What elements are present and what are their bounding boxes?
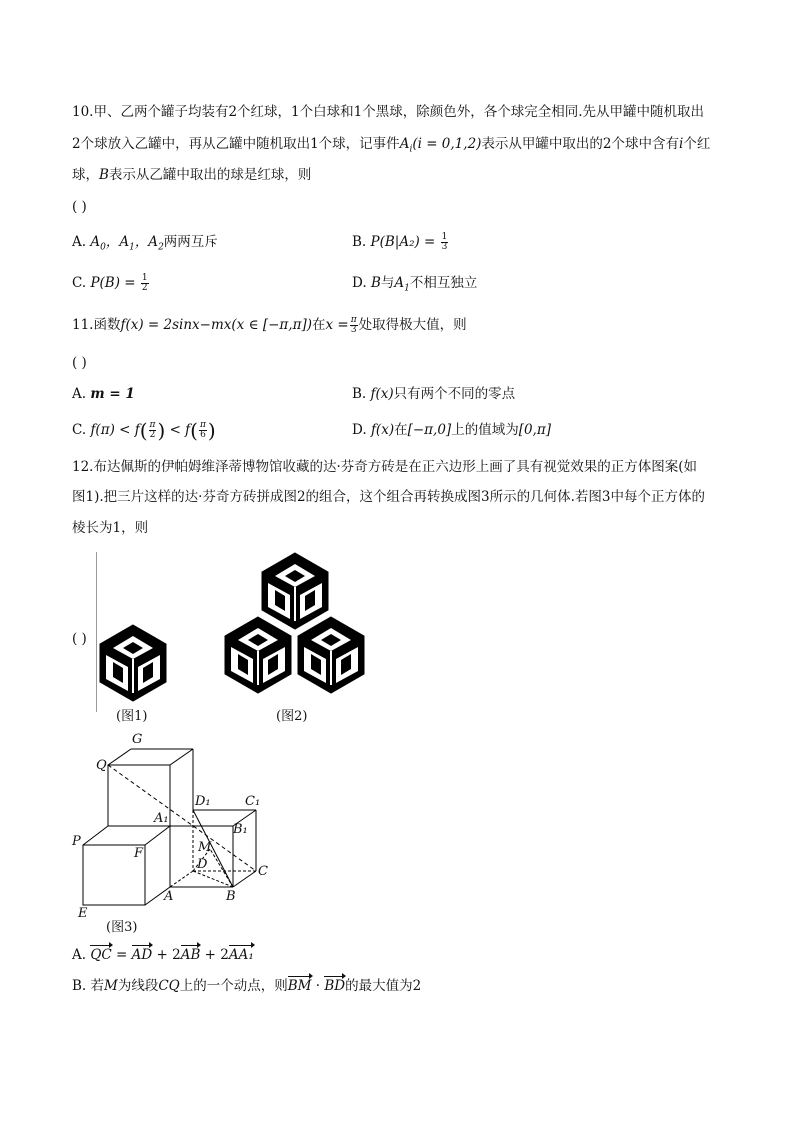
q12-option-b bbox=[72, 977, 421, 995]
option-text: 与 bbox=[380, 275, 395, 291]
vector-qc: QC bbox=[90, 947, 112, 963]
q10-answer-paren: ( ) bbox=[72, 199, 87, 215]
equals: = bbox=[111, 947, 132, 963]
option-text: 两两互斥 bbox=[163, 234, 218, 250]
event-B: B bbox=[99, 167, 109, 183]
label-E: E bbox=[78, 906, 88, 921]
option-label: A. bbox=[72, 234, 87, 250]
label-Q: Q bbox=[96, 758, 107, 773]
vector-ab: AB bbox=[180, 947, 201, 963]
point-M: M bbox=[104, 978, 118, 994]
q12-line-2: 图1).把三片这样的达·芬奇方砖拼成图2的组合，这个组合再转换成图3所示的几何体.若图3中每个正方体的 bbox=[72, 489, 705, 505]
label-D1: D₁ bbox=[195, 794, 211, 809]
q11-text: 在 bbox=[312, 317, 326, 333]
q10-line-1: 10.甲、乙两个罐子均装有2个红球，1个白球和1个黑球，除颜色外，各个球完全相同.先从甲罐中随机取出 bbox=[72, 104, 705, 120]
option-expr: < f bbox=[165, 422, 191, 438]
label-C1: C₁ bbox=[245, 794, 261, 809]
vector-bd: BD bbox=[324, 978, 346, 994]
events-list: $A_0$，$A_1$，$A_2$ bbox=[90, 234, 164, 253]
option-text: 不相互独立 bbox=[409, 275, 478, 291]
q11-answer-paren: ( ) bbox=[72, 355, 87, 371]
option-label: B. bbox=[352, 234, 367, 250]
event-cond: (i = 0,1,2) bbox=[412, 136, 482, 152]
vector-aa1: AA₁ bbox=[228, 947, 254, 963]
option-text: 为线段 bbox=[117, 978, 159, 994]
option-text: 上的一个动点，则 bbox=[179, 978, 288, 994]
fig2-caption: (图2) bbox=[276, 709, 308, 724]
segment-cq: CQ bbox=[158, 978, 180, 994]
option-label: A. bbox=[72, 947, 87, 963]
label-P: P bbox=[72, 834, 81, 849]
option-expr: f(π) < f bbox=[90, 422, 140, 438]
var-i: i bbox=[679, 136, 684, 152]
label-C: C bbox=[258, 864, 268, 879]
fraction: $\frac{\pi}{2}$ bbox=[149, 420, 156, 440]
event-A1: $A_1$ bbox=[394, 275, 410, 294]
label-M: M bbox=[198, 840, 212, 855]
option-expr: P(B|A₂) = bbox=[370, 234, 436, 250]
label-A1: A₁ bbox=[154, 811, 169, 826]
vector-bm: BM bbox=[287, 978, 312, 994]
event-B: B bbox=[370, 275, 381, 291]
option-label: A. bbox=[72, 386, 87, 402]
option-text: 上的值域为 bbox=[451, 422, 519, 438]
q10-text-e: 表示从乙罐中取出的球是红球，则 bbox=[108, 167, 312, 183]
fraction: $\frac{\pi}{3}$ bbox=[350, 315, 357, 335]
event-A: A bbox=[399, 136, 410, 152]
q10-text: 2个球放入乙罐中，再从乙罐中随机取出1个球，记事件 bbox=[72, 136, 400, 152]
option-label: C. bbox=[72, 422, 87, 438]
option-text: 在 bbox=[394, 422, 408, 438]
q10-text-c: 个红 bbox=[683, 136, 711, 152]
option-text: 的最大值为2 bbox=[345, 978, 422, 994]
q12-answer-paren: ( ) bbox=[72, 631, 87, 647]
q10-text-b: 表示从甲罐中取出的2个球中含有 bbox=[481, 136, 680, 152]
label-D: D bbox=[197, 857, 208, 872]
q12-option-a bbox=[72, 946, 254, 964]
q11-option-c: C. f(π) < f( $\frac{\pi}{2}$ ) < f( $\frac{\pi}{6}$ ) bbox=[72, 418, 216, 443]
q10-text-d: 球， bbox=[72, 167, 99, 183]
function-expr: f(x) = 2sinx−mx(x ∈ [−π,π]) bbox=[120, 317, 312, 333]
option-label: C. bbox=[72, 275, 87, 291]
option-label: B. bbox=[72, 978, 87, 994]
label-B1: B₁ bbox=[233, 822, 248, 837]
q12-line-3: 棱长为1，则 bbox=[72, 520, 149, 536]
q12-line-1: 12.布达佩斯的伊帕姆维泽蒂博物馆收藏的达·芬奇方砖是在正六边形上画了具有视觉效果的正方体图案(如 bbox=[72, 459, 698, 475]
fraction: $\frac{1}{3}$ bbox=[441, 232, 448, 252]
option-expr: f(x) bbox=[370, 386, 394, 402]
label-F: F bbox=[134, 846, 144, 861]
plus: + 2 bbox=[200, 947, 229, 963]
label-G: G bbox=[132, 732, 143, 747]
fraction: $\frac{\pi}{6}$ bbox=[199, 420, 206, 440]
x-eq: x = bbox=[325, 317, 349, 333]
option-text: 只有两个不同的零点 bbox=[393, 386, 516, 402]
vector-ad: AD bbox=[131, 947, 153, 963]
fig1-caption: (图1) bbox=[116, 709, 148, 724]
fraction: $\frac{1}{2}$ bbox=[141, 273, 148, 293]
plus: + 2 bbox=[152, 947, 181, 963]
option-expr: m = 1 bbox=[90, 386, 135, 402]
option-label: D. bbox=[352, 275, 367, 291]
range: [0,π] bbox=[518, 422, 551, 438]
label-A: A bbox=[164, 889, 174, 904]
option-label: D. bbox=[352, 422, 367, 438]
dot: · bbox=[311, 978, 325, 994]
option-label: B. bbox=[352, 386, 367, 402]
event-sub: i bbox=[409, 144, 413, 155]
option-expr: f(x) bbox=[370, 422, 395, 438]
q11-text: 11.函数 bbox=[72, 317, 121, 333]
option-expr: P(B) = bbox=[90, 275, 136, 291]
interval: [−π,0] bbox=[407, 422, 452, 438]
option-text: 若 bbox=[90, 978, 105, 994]
q11-text: 处取得极大值，则 bbox=[358, 317, 467, 333]
fig3-caption: (图3) bbox=[106, 920, 138, 935]
label-B: B bbox=[226, 889, 236, 904]
